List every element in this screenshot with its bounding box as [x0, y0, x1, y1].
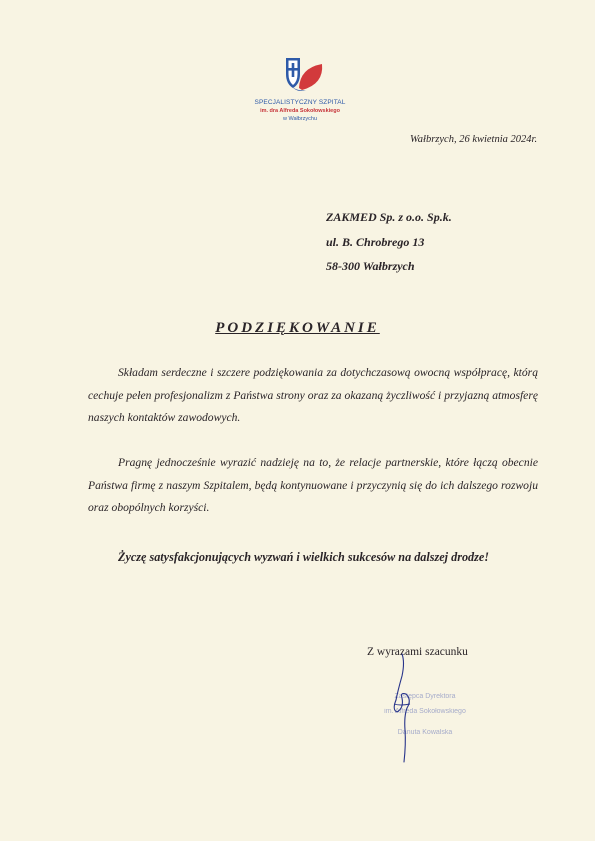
- logo-hospital-name: SPECJALISTYCZNY SZPITAL: [254, 99, 346, 106]
- hospital-logo: [250, 52, 350, 126]
- recipient-line-3: 58-300 Wałbrzych: [326, 259, 415, 273]
- recipient-line-2: ul. B. Chrobrego 13: [326, 235, 425, 249]
- body-paragraph-3: Życzę satysfakcjonujących wyzwań i wielkich sukcesów na dalszej drodze!: [118, 550, 490, 564]
- stamp-line-3: Danuta Kowalska: [397, 729, 453, 736]
- hospital-emblem-icon: [250, 52, 350, 98]
- letter-date: Wałbrzych, 26 kwietnia 2024r.: [410, 134, 538, 145]
- handwritten-signature: [380, 640, 430, 770]
- closing-regards: Z wyrazami szacunku: [367, 646, 468, 658]
- stamp-line-1: Zastępca Dyrektora: [394, 693, 456, 700]
- body-paragraph-2: Pragnę jednocześnie wyrazić nadzieję na to, że relacje partnerskie, które łączą obecnie Państwa firmę z naszym Szpitalem, będą kontynuowane i przyczynią się do ich dalszego rozwoju oraz obopólnych korzyści.: [88, 456, 538, 514]
- stamp-line-2: im. Alfreda Sokołowskiego: [384, 708, 466, 715]
- body-paragraph-1: Składam serdeczne i szczere podziękowania za dotychczasową owocną współpracę, którą cechuje pełen profesjonalizm z Państwa strony oraz za okazaną życzliwość i przyjazną atmosferę naszych kontaktów zawodowych.: [88, 366, 538, 424]
- letter-title: PODZIĘKOWANIE: [215, 320, 380, 336]
- logo-hospital-subname: im. dra Alfreda Sokołowskiego: [260, 108, 340, 114]
- recipient-line-1: ZAKMED Sp. z o.o. Sp.k.: [326, 210, 452, 224]
- logo-hospital-location: w Wałbrzychu: [282, 116, 318, 122]
